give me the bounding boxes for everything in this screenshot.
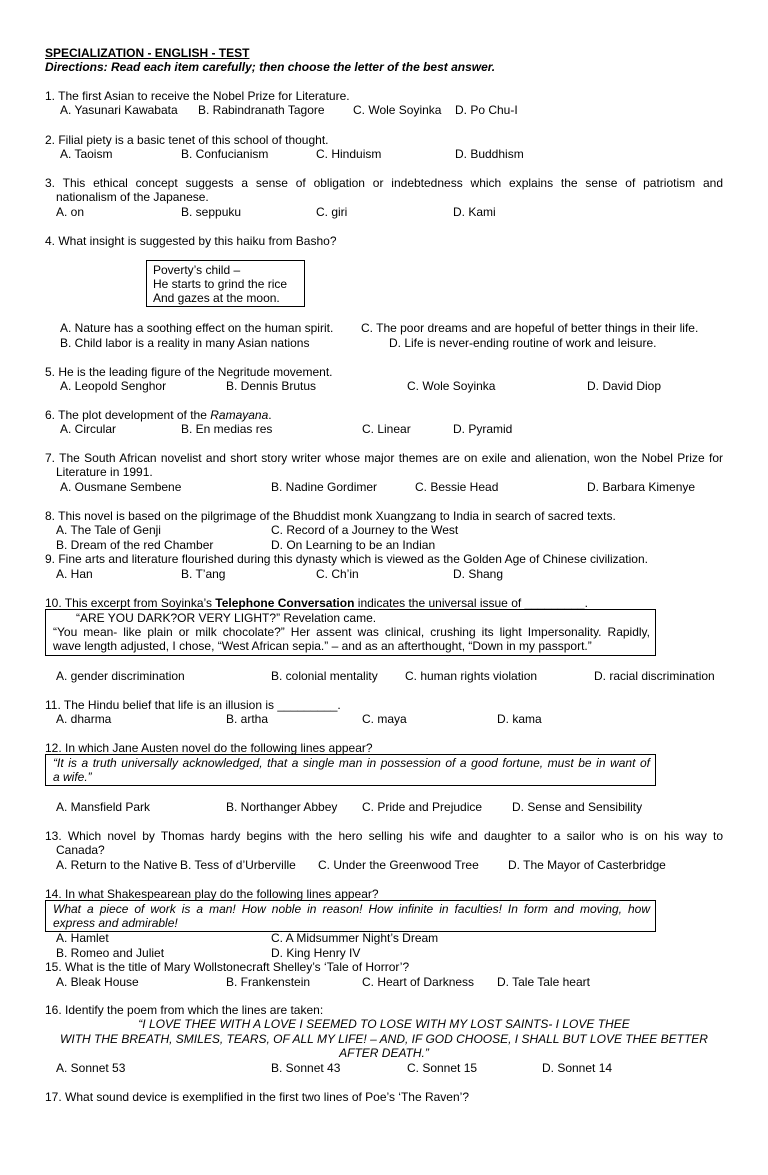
q5-option-b: B. Dennis Brutus [226,379,317,393]
directions: Directions: Read each item carefully; then choose the letter of the best answer. [45,60,496,74]
q15-option-d: D. Tale Tale heart [497,975,590,989]
q13-option-d: D. The Mayor of Casterbridge [508,858,666,872]
q14-option-a: A. Hamlet [56,931,109,945]
quote-box-q12 [45,754,656,786]
q10-option-b: B. colonial mentality [271,669,378,683]
excerpt-line-3: wave length adjusted, I chose, “West African sepia.” – and as an afterthought, “Down in my passport.” [53,639,592,653]
q17-stem: 17. What sound device is exemplified in the first two lines of Poe’s ‘The Raven’? [45,1090,469,1104]
q1-option-d: D. Po Chu-I [455,103,518,117]
q5-option-a: A. Leopold Senghor [60,379,167,393]
q4-option-a: A. Nature has a soothing effect on the human spirit. [60,321,334,335]
q2-option-a: A. Taoism [60,147,113,161]
q12-stem: 12. In which Jane Austen novel do the following lines appear? [45,741,373,755]
q4-option-c: C. The poor dreams and are hopeful of better things in their life. [361,321,699,335]
q10-stem-suffix: indicates the universal issue of _________. [354,596,588,610]
q9-option-d: D. Shang [453,567,504,581]
q7-option-c: C. Bessie Head [415,480,499,494]
q15-option-a: A. Bleak House [56,975,139,989]
q1-option-a: A. Yasunari Kawabata [60,103,178,117]
haiku-line-2: He starts to grind the rice [153,277,288,291]
test-title: SPECIALIZATION - ENGLISH - TEST [45,46,250,60]
q8-option-a: A. The Tale of Genji [56,523,161,537]
q10-stem [45,596,588,610]
q16-quote-line-1: “I LOVE THEE WITH A LOVE I SEEMED TO LOSE WITH MY LOST SAINTS- I LOVE THEE [138,1017,630,1031]
q14-option-b: B. Romeo and Juliet [56,946,165,960]
q7-option-a: A. Ousmane Sembene [60,480,182,494]
q8-option-b: B. Dream of the red Chamber [56,538,214,552]
q3-option-d: D. Kami [453,205,496,219]
q10-option-c: C. human rights violation [405,669,538,683]
q3-stem-line1: 3. This ethical concept suggests a sense of obligation or indebtedness which explains the sense of patriotism and [45,176,723,190]
excerpt-box [45,609,656,656]
q16-option-b: B. Sonnet 43 [271,1061,341,1075]
q13-option-b: B. Tess of d’Urberville [180,858,296,872]
q1-option-b: B. Rabindranath Tagore [198,103,325,117]
q11-stem: 11. The Hindu belief that life is an illusion is _________. [45,698,341,712]
excerpt-line-2: “You mean- like plain or milk chocolate?” Her assent was clinical, crushing its light Impersonality. Rapidly, [53,625,650,639]
q16-quote-line-2: WITH THE BREATH, SMILES, TEARS, OF ALL MY LIFE! – AND, IF GOD CHOOSE, I SHALL BUT LOVE THEE BETTER [60,1032,708,1046]
q10-stem-prefix: 10. This excerpt from Soyinka’s [45,596,216,610]
q12-option-c: C. Pride and Prejudice [362,800,483,814]
q16-option-a: A. Sonnet 53 [56,1061,126,1075]
q1-stem: 1. The first Asian to receive the Nobel Prize for Literature. [45,89,350,103]
q15-option-c: C. Heart of Darkness [362,975,475,989]
quote-box-q14 [45,900,656,932]
q16-quote-line-3: AFTER DEATH.” [339,1046,429,1060]
q4-option-b: B. Child labor is a reality in many Asian nations [60,336,310,350]
q2-option-b: B. Confucianism [181,147,269,161]
q6-option-b: B. En medias res [181,422,273,436]
q12-quote-line-2: a wife.” [53,770,92,784]
q9-stem: 9. Fine arts and literature flourished during this dynasty which is viewed as the Golden Age of Chinese civilization. [45,552,648,566]
q12-quote-line-1: “It is a truth universally acknowledged, that a single man in possession of a good fortune, must be in want of [53,756,650,770]
q1-option-c: C. Wole Soyinka [353,103,442,117]
q2-stem: 2. Filial piety is a basic tenet of this school of thought. [45,133,329,147]
q3-stem-line2: nationalism of the Japanese. [56,190,209,204]
q13-stem-line1: 13. Which novel by Thomas hardy begins with the hero selling his wife and daughter to a sailor who is on his way to [45,829,723,843]
q6-stem-title: Ramayana [210,408,269,422]
q7-stem-line2: Literature in 1991. [56,465,153,479]
q16-option-d: D. Sonnet 14 [542,1061,613,1075]
q9-option-a: A. Han [56,567,93,581]
q11-option-c: C. maya [362,712,407,726]
q8-stem: 8. This novel is based on the pilgrimage of the Bhuddist monk Xuangzang to India in search of sacred texts. [45,509,616,523]
q15-stem: 15. What is the title of Mary Wollstonecraft Shelley’s ‘Tale of Horror’? [45,960,410,974]
q14-stem: 14. In what Shakespearean play do the following lines appear? [45,887,379,901]
q10-option-d: D. racial discrimination [594,669,715,683]
q13-stem-line2: Canada? [56,843,105,857]
q8-option-c: C. Record of a Journey to the West [271,523,459,537]
q7-stem-line1: 7. The South African novelist and short story writer whose major themes are on exile and alienation, won the Nobel Prize for [45,451,723,465]
q3-option-b: B. seppuku [181,205,242,219]
excerpt-line-1: “ARE YOU DARK?OR VERY LIGHT?” Revelation came. [76,611,377,625]
q12-option-a: A. Mansfield Park [56,800,151,814]
q4-stem: 4. What insight is suggested by this haiku from Basho? [45,234,337,248]
q6-stem [45,408,272,422]
q14-quote-line-2: express and admirable! [53,916,178,930]
q14-option-d: D. King Henry IV [271,946,361,960]
q13-option-a: A. Return to the Native [56,858,178,872]
haiku-line-3: And gazes at the moon. [153,291,280,305]
q9-option-c: C. Ch’in [316,567,359,581]
q6-option-a: A. Circular [60,422,117,436]
q5-option-c: C. Wole Soyinka [407,379,496,393]
haiku-box [146,260,305,307]
q7-option-d: D. Barbara Kimenye [587,480,696,494]
q9-option-b: B. T’ang [181,567,226,581]
q13-option-c: C. Under the Greenwood Tree [318,858,479,872]
q5-stem: 5. He is the leading figure of the Negritude movement. [45,365,333,379]
q7-option-b: B. Nadine Gordimer [271,480,378,494]
q16-option-c: C. Sonnet 15 [407,1061,478,1075]
q12-option-b: B. Northanger Abbey [226,800,338,814]
q2-option-d: D. Buddhism [455,147,524,161]
q11-option-b: B. artha [226,712,269,726]
q11-option-d: D. kama [497,712,542,726]
q10-stem-title: Telephone Conversation [215,596,355,610]
q6-option-d: D. Pyramid [453,422,513,436]
q5-option-d: D. David Diop [587,379,662,393]
q11-option-a: A. dharma [56,712,112,726]
q6-stem-suffix: . [268,408,272,422]
q8-option-d: D. On Learning to be an Indian [271,538,436,552]
q15-option-b: B. Frankenstein [226,975,311,989]
q6-stem-prefix: 6. The plot development of the [45,408,211,422]
q12-option-d: D. Sense and Sensibility [512,800,643,814]
q3-option-a: A. on [56,205,85,219]
q3-option-c: C. giri [316,205,348,219]
q14-quote-line-1: What a piece of work is a man! How noble in reason! How infinite in faculties! In form and moving, how [53,902,650,916]
q16-stem: 16. Identify the poem from which the lines are taken: [45,1003,324,1017]
haiku-line-1: Poverty’s child – [153,263,241,277]
q4-option-d: D. Life is never-ending routine of work and leisure. [389,336,657,350]
q6-option-c: C. Linear [362,422,411,436]
q14-option-c: C. A Midsummer Night’s Dream [271,931,439,945]
q2-option-c: C. Hinduism [316,147,382,161]
q10-option-a: A. gender discrimination [56,669,185,683]
